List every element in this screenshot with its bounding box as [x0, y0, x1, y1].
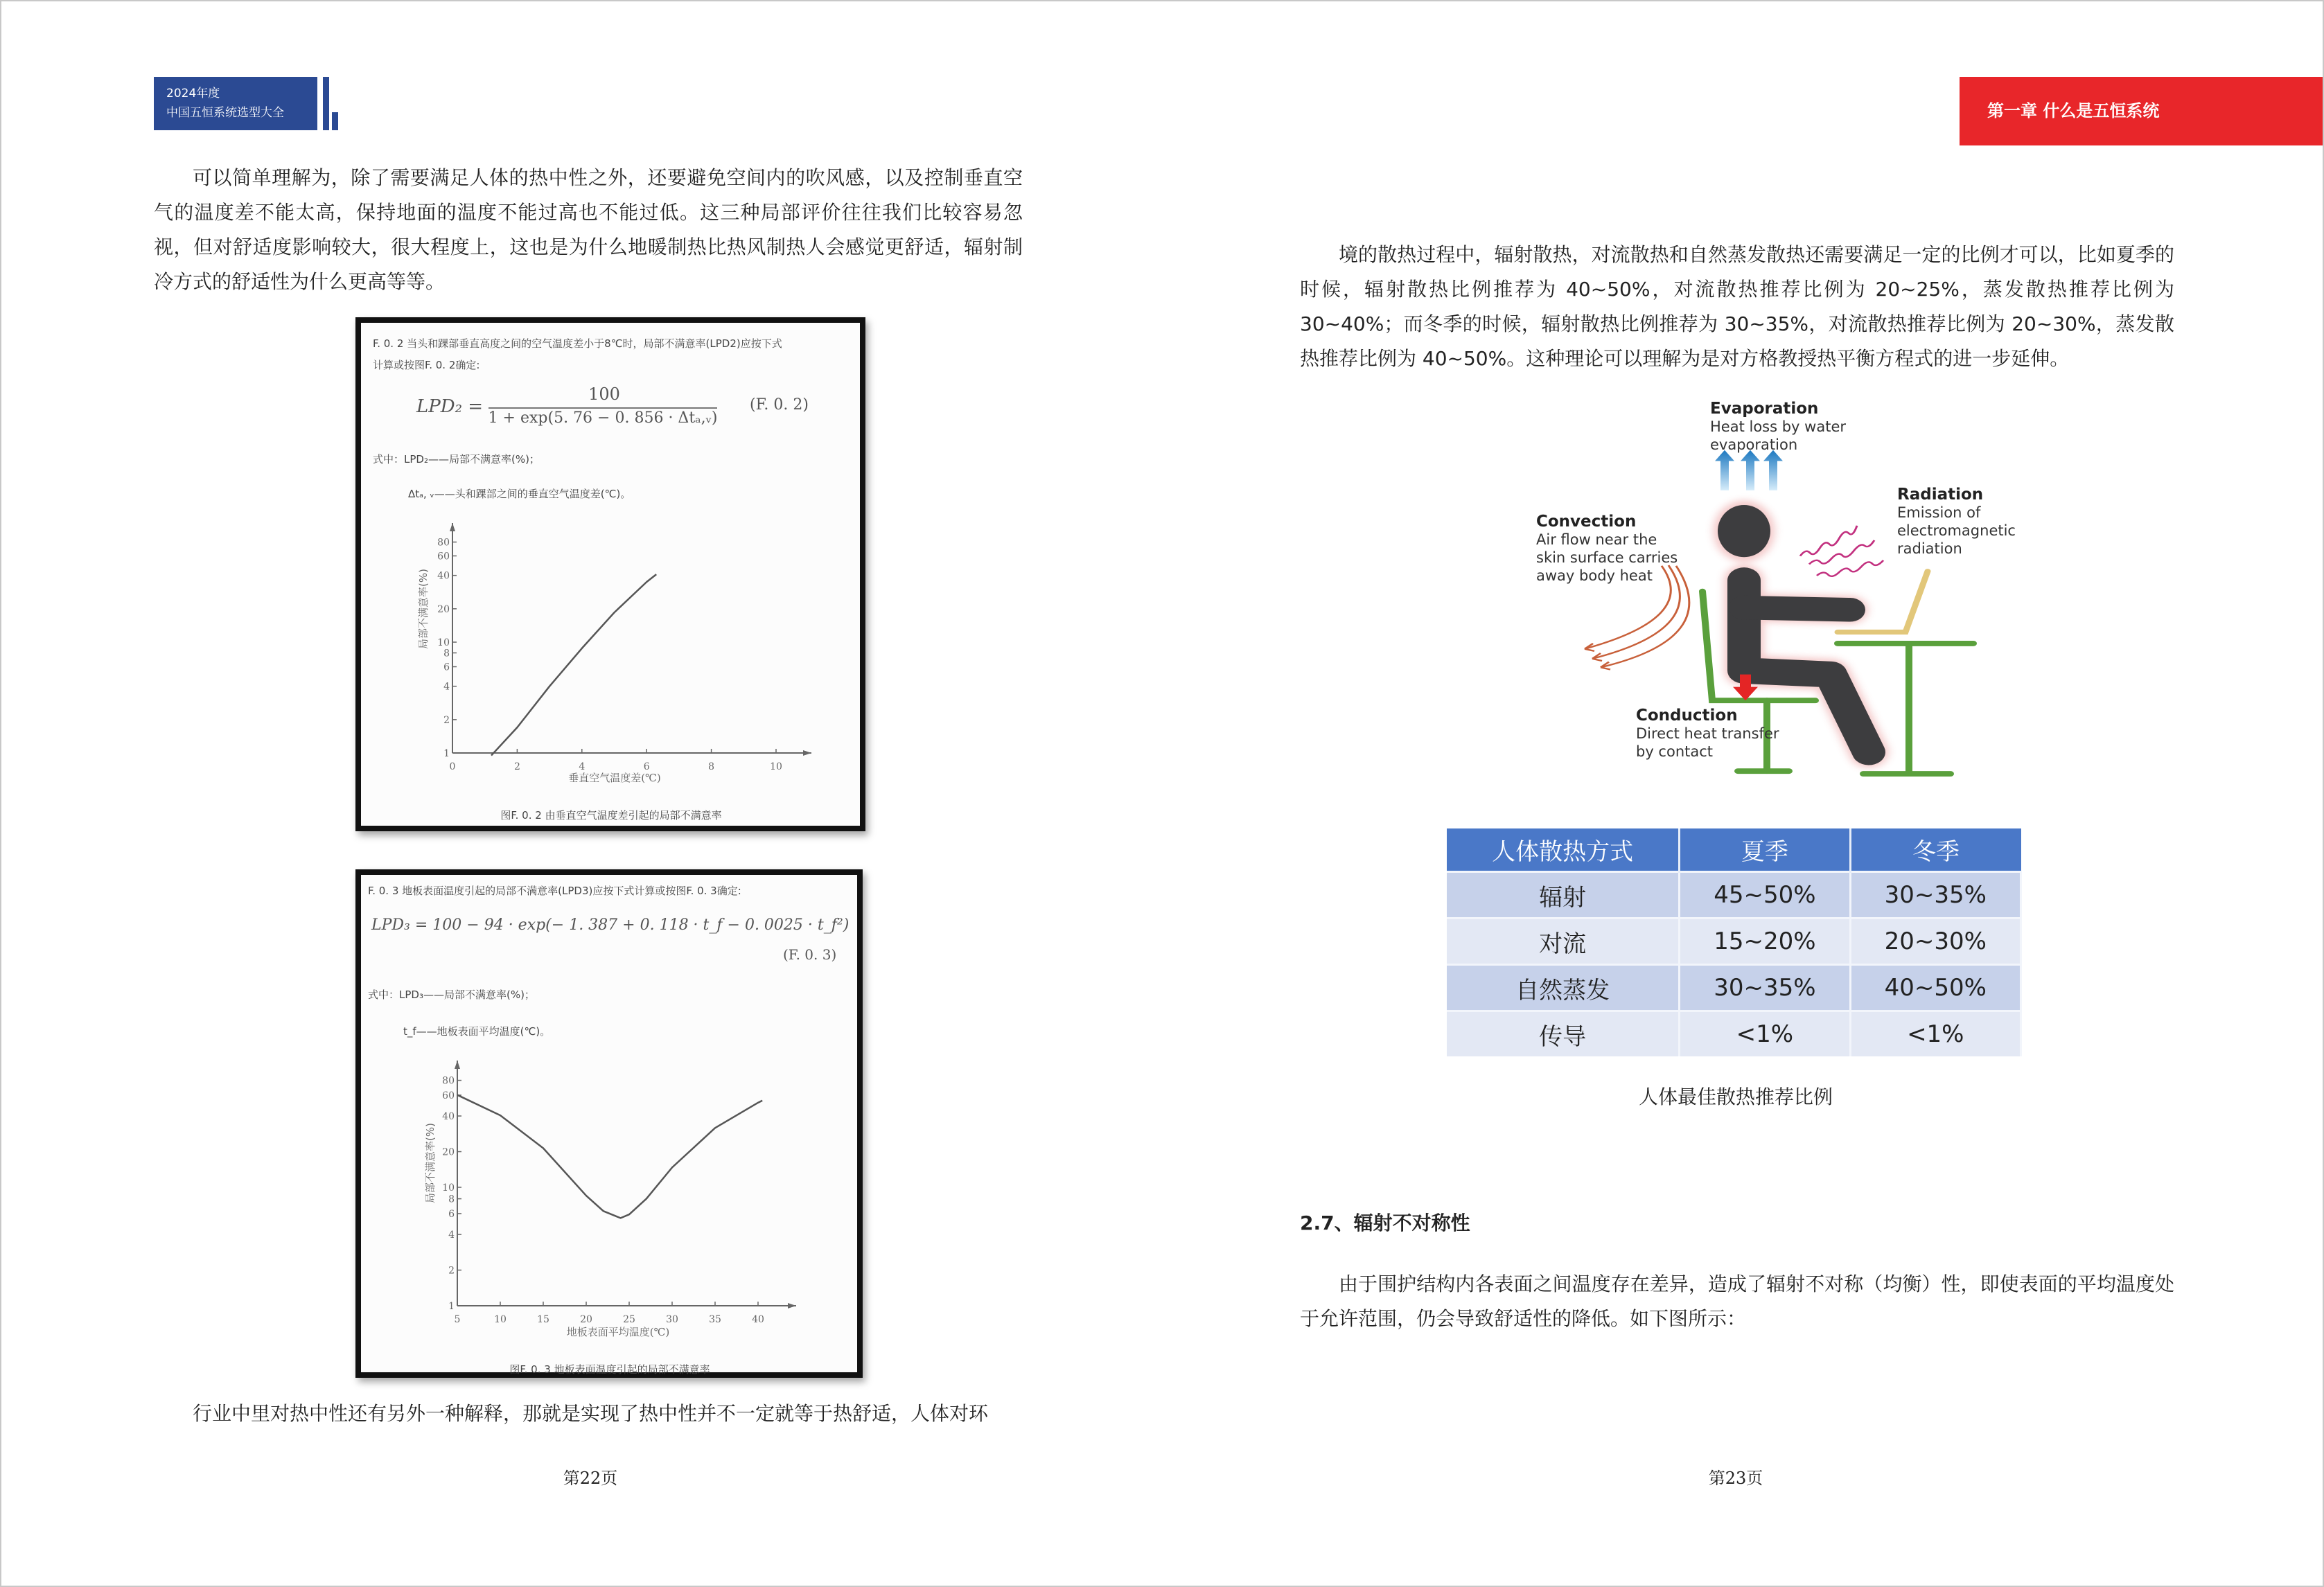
- chapter-banner: 第一章 什么是五恒系统: [1960, 77, 2324, 145]
- y-tick-label: 40: [437, 570, 450, 582]
- table-cell: <1%: [1680, 1011, 1850, 1057]
- figure1-formula-denominator: 1 + exp(5. 76 − 0. 856 · Δtₐ,ᵥ): [488, 409, 718, 427]
- table-cell: 30~35%: [1680, 965, 1850, 1011]
- paragraph-text: 由于围护结构内各表面之间温度存在差异，造成了辐射不对称（均衡）性，即使表面的平均温度处于允许范围，仍会导致舒适性的降低。如下图所示：: [1300, 1273, 2174, 1330]
- convection-text: away body heat: [1536, 567, 1653, 584]
- convection-text: Air flow near the: [1536, 531, 1657, 548]
- x-tick-label: 35: [709, 1314, 721, 1325]
- table-row: [1447, 919, 2021, 965]
- table-cell: <1%: [1850, 1011, 2021, 1057]
- y-tick-label: 2: [448, 1265, 455, 1277]
- figure1-caption: 图F. 0. 2 由垂直空气温度差引起的局部不满意率: [500, 809, 722, 822]
- convection-label: [1536, 513, 1678, 585]
- page-number-23: 第23页: [1708, 1469, 1763, 1488]
- figure2-xlabel: 地板表面平均温度(℃): [566, 1326, 670, 1338]
- table-header-row: [1447, 828, 2021, 872]
- table-row: [1447, 872, 2021, 919]
- x-tick-label: 0: [449, 761, 456, 772]
- figure1-ylabel: 局部不满意率(%): [417, 569, 430, 649]
- table-cell: 自然蒸发: [1447, 965, 1680, 1011]
- figure1-xlabel: 垂直空气温度差(℃): [568, 772, 661, 784]
- radiation-text: electromagnetic: [1897, 522, 2016, 539]
- table-header: 冬季: [1850, 828, 2021, 872]
- figure2-where-line1: 式中：LPD₃——局部不满意率(%)；: [368, 988, 535, 1001]
- x-tick-label: 5: [454, 1314, 461, 1325]
- y-tick-label: 8: [443, 648, 450, 659]
- x-tick-label: 25: [623, 1314, 635, 1325]
- heat-dissipation-table: [1447, 828, 2022, 1056]
- y-tick-label: 1: [448, 1301, 455, 1312]
- x-tick-label: 10: [770, 761, 782, 772]
- y-tick-label: 10: [442, 1182, 455, 1194]
- x-tick-label: 40: [752, 1314, 764, 1325]
- y-tick-label: 20: [437, 603, 450, 615]
- evaporation-title: Evaporation: [1710, 400, 1819, 418]
- y-tick-label: 4: [448, 1230, 455, 1241]
- radiation-title: Radiation: [1897, 486, 1984, 504]
- convection-text: skin surface carries: [1536, 549, 1678, 566]
- brand-title: 中国五恒系统选型大全: [166, 106, 284, 120]
- figure2-formula: LPD₃ = 100 − 94 · exp(− 1. 387 + 0. 118 · t_f − 0. 0025 · t_f²): [371, 916, 850, 934]
- y-tick-label: 80: [442, 1075, 455, 1087]
- paragraph-text: 境的散热过程中，辐射散热，对流散热和自然蒸发散热还需要满足一定的比例才可以，比如夏季的时候，辐射散热比例推荐为 40~50%，对流散热推荐比例为 20~25%，蒸发散热推荐比例为 30~40%；而冬季的时候，辐射散热比例推荐为 30~35%，对流散热推荐比例为 20~30%，蒸发散热推荐比例为 40~50%。这种理论可以理解为是对方格教授热平衡方程式的进一步延伸。: [1300, 243, 2174, 370]
- figure1-heading-line2: 计算或按图F. 0. 2确定:: [373, 359, 480, 371]
- table-cell: 45~50%: [1680, 872, 1850, 919]
- x-tick-label: 8: [708, 761, 715, 772]
- evaporation-arrows-icon: [1715, 450, 1783, 490]
- evaporation-label: [1710, 400, 1846, 454]
- figure2-formula-tag: (F. 0. 3): [783, 946, 837, 963]
- figure2-heading: F. 0. 3 地板表面温度引起的局部不满意率(LPD3)应按下式计算或按图F. 0. 3确定:: [368, 885, 741, 897]
- paragraph-text: 可以简单理解为，除了需要满足人体的热中性之外，还要避免空间内的吹风感，以及控制垂直空气的温度差不能太高，保持地面的温度不能过高也不能过低。这三种局部评价往往我们比较容易忽视，但对舒适度影响较大，很大程度上，这也是为什么地暖制热比热风制热人会感觉更舒适，辐射制冷方式的舒适性为什么更高等等。: [154, 166, 1023, 293]
- x-tick-label: 2: [513, 761, 520, 772]
- y-tick-label: 80: [437, 537, 450, 549]
- table-row: [1447, 1011, 2021, 1057]
- figure1-where-line2: Δtₐ, ᵥ——头和踝部之间的垂直空气温度差(℃)。: [408, 488, 631, 500]
- conduction-text: by contact: [1636, 743, 1714, 760]
- radiation-waves-icon: [1800, 526, 1883, 576]
- y-tick-label: 8: [448, 1194, 455, 1205]
- convection-title: Convection: [1536, 513, 1637, 531]
- table-cell: 20~30%: [1850, 919, 2021, 965]
- evaporation-text: Heat loss by water: [1710, 418, 1846, 435]
- table-cell: 传导: [1447, 1011, 1680, 1057]
- y-tick-label: 20: [442, 1146, 455, 1158]
- y-tick-label: 4: [443, 681, 450, 693]
- y-tick-label: 6: [443, 662, 450, 673]
- radiation-text: radiation: [1897, 540, 1962, 557]
- figure1-formula-numerator: 100: [588, 384, 620, 404]
- x-tick-label: 30: [666, 1314, 678, 1325]
- y-tick-label: 1: [443, 748, 450, 759]
- y-tick-label: 60: [437, 551, 450, 562]
- figure1-formula-lhs: LPD₂ =: [416, 396, 484, 417]
- y-tick-label: 60: [442, 1090, 455, 1101]
- section-paragraph: [1300, 1267, 2174, 1336]
- table-cell: 15~20%: [1680, 919, 1850, 965]
- table-row: [1447, 965, 2021, 1011]
- x-tick-label: 4: [579, 761, 586, 772]
- page-number-22: 第22页: [563, 1469, 618, 1488]
- y-tick-label: 10: [437, 637, 450, 648]
- x-tick-label: 20: [580, 1314, 592, 1325]
- y-tick-label: 2: [443, 714, 450, 726]
- figure2-where-line2: t_f——地板表面平均温度(℃)。: [403, 1025, 551, 1038]
- figure1-where-line1: 式中：LPD₂——局部不满意率(%)；: [373, 453, 540, 466]
- conduction-label: [1636, 707, 1779, 761]
- y-tick-label: 6: [448, 1208, 455, 1220]
- figure1-heading-line1: F. 0. 2 当头和踝部垂直高度之间的空气温度差小于8℃时，局部不满意率(LPD2)应按下式: [373, 337, 782, 350]
- x-tick-label: 6: [643, 761, 650, 772]
- table-cell: 40~50%: [1850, 965, 2021, 1011]
- conduction-title: Conduction: [1636, 707, 1738, 725]
- table-cell: 30~35%: [1850, 872, 2021, 919]
- evaporation-text: evaporation: [1710, 436, 1798, 453]
- figure1-formula-tag: (F. 0. 2): [750, 396, 809, 414]
- figure2-caption: 图F. 0. 3 地板表面温度引起的局部不满意率: [509, 1363, 710, 1376]
- table-header: 人体散热方式: [1447, 828, 1680, 872]
- radiation-text: Emission of: [1897, 504, 1981, 521]
- y-tick-label: 40: [442, 1111, 455, 1123]
- conduction-text: Direct heat transfer: [1636, 725, 1779, 742]
- table-cell: 辐射: [1447, 872, 1680, 919]
- x-tick-label: 15: [537, 1314, 549, 1325]
- heat-loss-diagram: [1, 1, 2324, 1587]
- brand-year: 2024年度: [166, 87, 220, 100]
- figure2-ylabel: 局部不满意率(%): [424, 1123, 437, 1203]
- table-cell: 对流: [1447, 919, 1680, 965]
- x-tick-label: 10: [494, 1314, 507, 1325]
- table-caption: 人体最佳散热推荐比例: [1638, 1085, 1833, 1108]
- radiation-label: [1897, 486, 2016, 558]
- section-heading: 2.7、辐射不对称性: [1300, 1212, 1470, 1234]
- table-header: 夏季: [1680, 828, 1850, 872]
- paragraph-text: 行业中里对热中性还有另外一种解释，那就是实现了热中性并不一定就等于热舒适，人体对环: [193, 1402, 989, 1425]
